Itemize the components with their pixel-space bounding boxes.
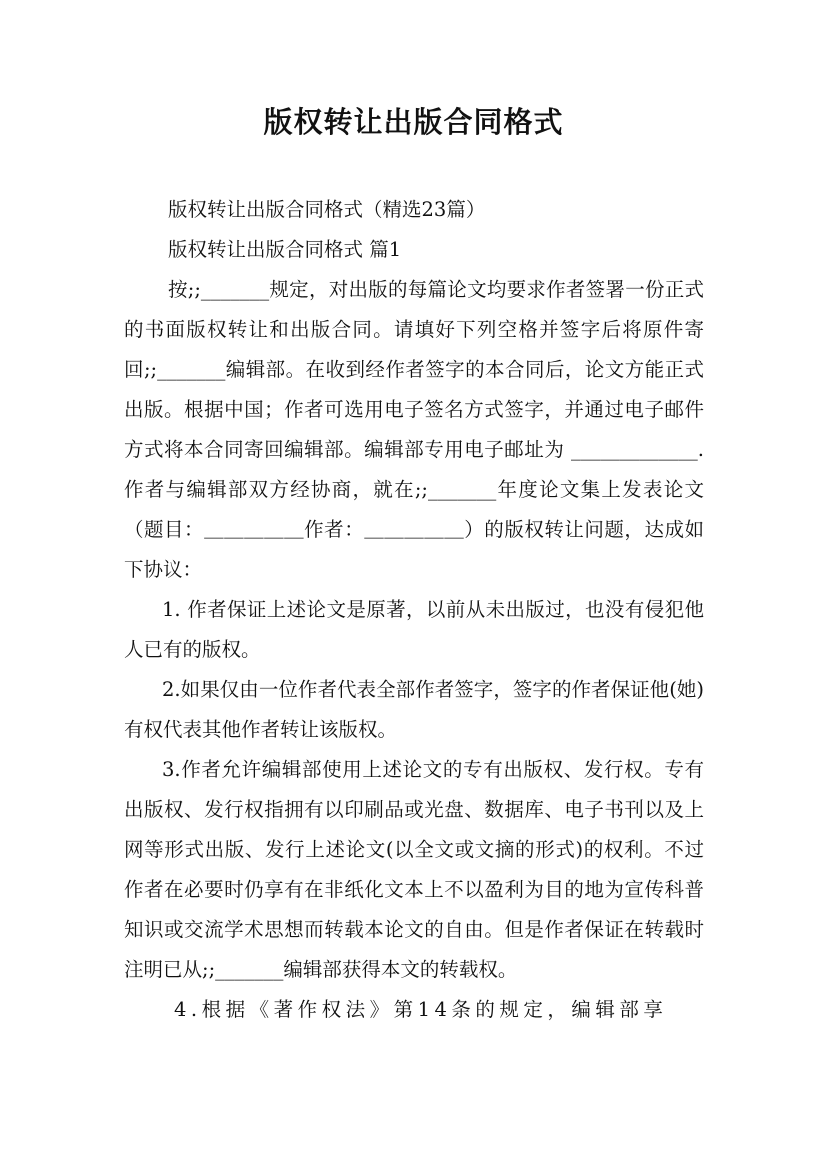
section-heading: 版权转让出版合同格式 篇1 (168, 238, 402, 261)
paragraph-clause-2: 2.如果仅由一位作者代表全部作者签字，签字的作者保证他(她)有权代表其他作者转让该版权。 (124, 678, 704, 741)
paragraph-clause-3: 3.作者允许编辑部使用上述论文的专有出版权、发行权。专有出版权、发行权指拥有以印刷品或光盘、数据库、电子书刊以及上网等形式出版、发行上述论文(以全文或文摘的形式)的权利。不过作者在必要时仍享有在非纸化文本上不以盈利为目的地为宣传科普知识或交流学术思想而转载本论文的自由。但是作者保证在转载时注明已从;;_______编辑部获得本文的转载权。 (124, 758, 704, 981)
document-body (124, 190, 704, 1030)
document-title: 版权转让出版合同格式 (263, 105, 564, 139)
paragraph-intro: 按;;_______规定，对出版的每篇论文均要求作者签署一份正式的书面版权转让和出版合同。请填好下列空格并签字后将原件寄回;;_______编辑部。在收到经作者签字的本合同后，论文方能正式出版。根据中国；作者可选用电子签名方式签字，并通过电子邮件方式将本合同寄回编辑部。编辑部专用电子邮址为 _____________.作者与编辑部双方经协商，就在;;_______年度论文集上发表论文（题目：＿＿＿＿＿作者：＿＿＿＿＿）的版权转让问题，达成如下协议： (124, 278, 704, 581)
paragraph-clause-4: 4.根据《著作权法》第14条的规定，编辑部享 (174, 998, 668, 1021)
paragraph-clause-1: 1. 作者保证上述论文是原著，以前从未出版过，也没有侵犯他人已有的版权。 (124, 598, 704, 661)
document-subtitle: 版权转让出版合同格式（精选23篇） (168, 198, 486, 221)
